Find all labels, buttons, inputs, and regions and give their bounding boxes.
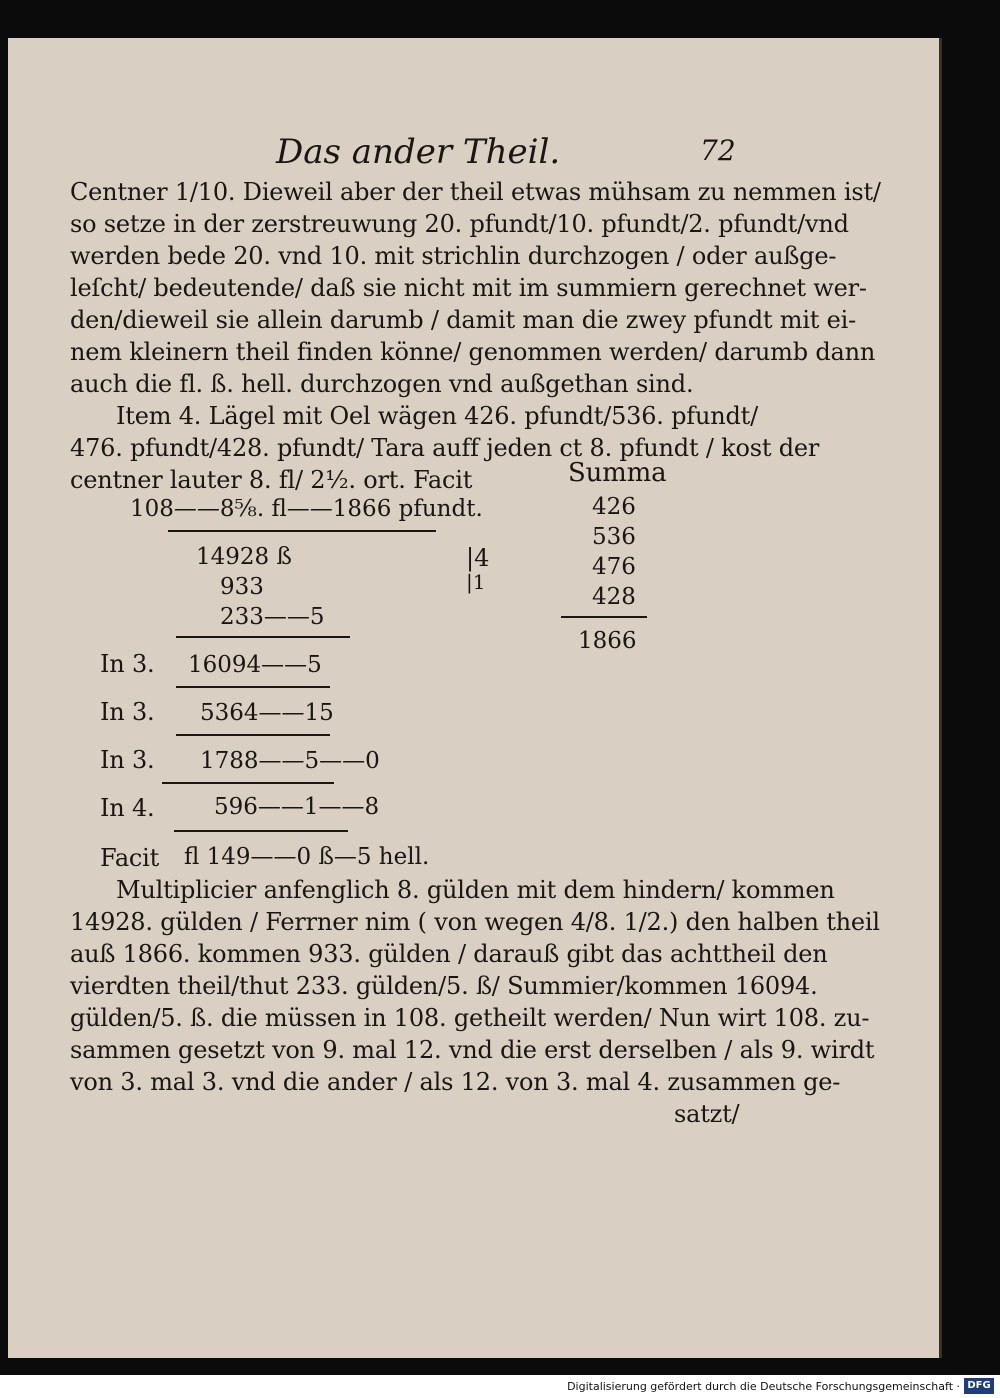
calc-rule [176, 686, 330, 688]
text-line: 14928. gülden / Ferrner nim ( von wegen 4/8. 1/2.) den halben theil [70, 908, 880, 936]
funding-credit: Digitalisierung gefördert durch die Deutsche Forschungsgemeinschaft · [567, 1380, 960, 1393]
result-label: Facit [100, 844, 160, 872]
calc-rule [176, 734, 330, 736]
text-line: vierdten theil/thut 233. gülden/5. ß/ Summier/kommen 16094. [70, 972, 818, 1000]
side-mark: |1 [466, 570, 486, 594]
division-value: 5364——15 [200, 700, 334, 726]
summa-value: 426 [592, 494, 636, 520]
running-title: Das ander Theil. [276, 132, 561, 172]
text-line: nem kleinern theil finden könne/ genommen werden/ darumb dann [70, 338, 876, 366]
dfg-logo: DFG [964, 1378, 994, 1394]
product-line: 933 [220, 574, 264, 600]
division-value: 596——1——8 [214, 794, 380, 820]
division-value: 16094——5 [188, 652, 322, 678]
division-label: In 4. [100, 794, 155, 822]
text-line: den/dieweil sie allein darumb / damit man die zwey pfundt mit ei- [70, 306, 857, 334]
division-value: 1788——5——0 [200, 748, 380, 774]
text-line: Item 4. Lägel mit Oel wägen 426. pfundt/536. pfundt/ [116, 402, 758, 430]
book-page [8, 38, 942, 1358]
text-line: centner lauter 8. fl/ 2½. ort. Facit [70, 466, 473, 494]
division-label: In 3. [100, 698, 155, 726]
text-line: 476. pfundt/428. pfundt/ Tara auff jeden ct 8. pfundt / kost der [70, 434, 820, 462]
side-mark: |4 [466, 544, 490, 572]
text-line: leſcht/ bedeutende/ daß sie nicht mit im summiern gerechnet wer- [70, 274, 867, 302]
text-line: Multiplicier anfenglich 8. gülden mit dem hindern/ kommen [116, 876, 835, 904]
text-line: gülden/5. ß. die müssen in 108. getheilt werden/ Nun wirt 108. zu- [70, 1004, 870, 1032]
text-line: auch die fl. ß. hell. durchzogen vnd außgethan sind. [70, 370, 694, 398]
page-number: 72 [700, 134, 736, 167]
division-label: In 3. [100, 650, 155, 678]
product-line: 233——5 [220, 604, 325, 630]
calc-rule [174, 830, 348, 832]
product-line: 14928 ß [196, 544, 292, 570]
text-line: von 3. mal 3. vnd die ander / als 12. von 3. mal 4. zusammen ge- [70, 1068, 841, 1096]
summa-total: 1866 [578, 628, 637, 654]
summa-value: 428 [592, 584, 636, 610]
text-line: werden bede 20. vnd 10. mit strichlin durchzogen / oder außge- [70, 242, 837, 270]
calc-rule [176, 636, 350, 638]
text-line: auß 1866. kommen 933. gülden / darauß gibt das achttheil den [70, 940, 828, 968]
summa-value: 476 [592, 554, 636, 580]
summa-value: 536 [592, 524, 636, 550]
division-label: In 3. [100, 746, 155, 774]
calc-rule [168, 530, 436, 532]
summa-rule [561, 616, 647, 618]
text-line: Centner 1/10. Dieweil aber der theil etwas mühsam zu nemmen ist/ [70, 178, 881, 206]
result-value: fl 149——0 ß—5 hell. [184, 844, 430, 870]
summa-label: Summa [568, 458, 667, 488]
calc-rule [162, 782, 334, 784]
text-line: so setze in der zerstreuwung 20. pfundt/10. pfundt/2. pfundt/vnd [70, 210, 849, 238]
catchword: satzt/ [674, 1100, 740, 1128]
footer-bar [0, 1375, 1000, 1398]
text-line: sammen gesetzt von 9. mal 12. vnd die erst derselben / als 9. wirdt [70, 1036, 875, 1064]
rule-of-three-line: 108——8⅝. fl——1866 pfundt. [130, 496, 483, 522]
